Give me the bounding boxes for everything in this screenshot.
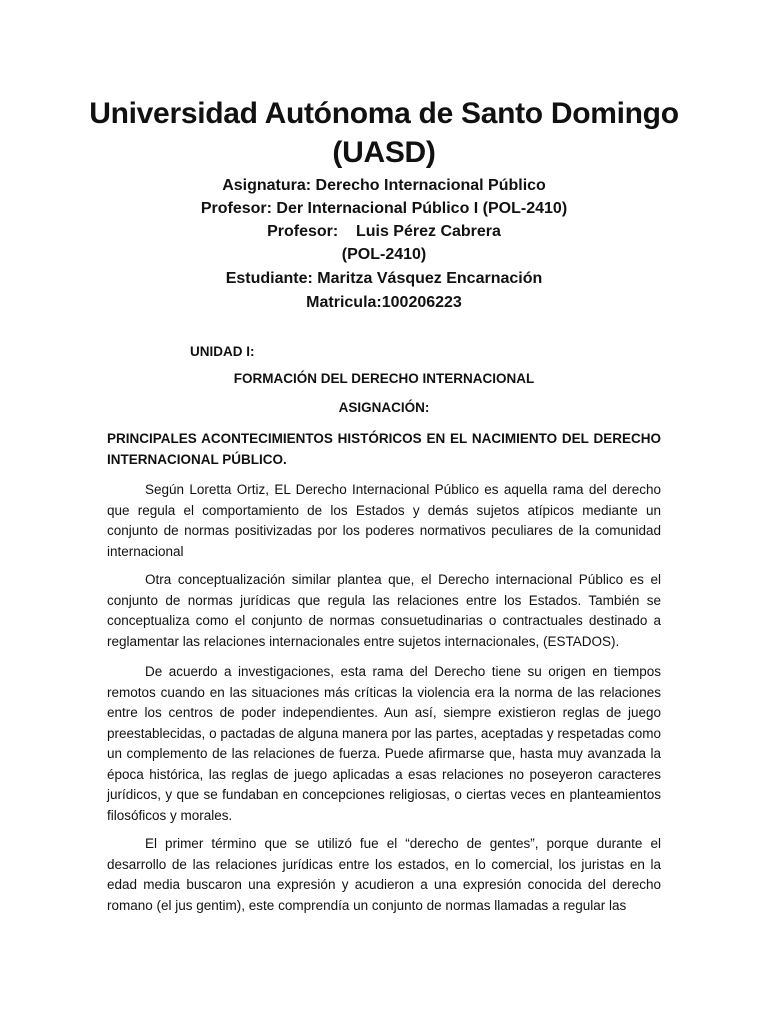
profesor-line-1: Profesor: Der Internacional Público I (POL-2410) [200, 200, 568, 217]
formacion-heading: FORMACIÓN DEL DERECHO INTERNACIONAL [233, 371, 535, 386]
unidad-label: UNIDAD I: [190, 344, 255, 359]
profesor-line-2: Profesor: Luis Pérez Cabrera [267, 223, 501, 240]
paragraph-1: Según Loretta Ortiz, EL Derecho Internacional Público es aquella rama del derecho que regula el comportamiento de los Estados y demás sujetos atípicos mediante un conjunto de normas positivizadas por los poderes normativos peculiares de la comunidad internacional [107, 482, 661, 559]
matricula-line: Matricula:100206223 [306, 294, 462, 311]
asignacion-heading: ASIGNACIÓN: [338, 400, 430, 415]
asignatura-line: Asignatura: Derecho Internacional Público [222, 177, 546, 194]
course-code-line: (POL-2410) [341, 246, 427, 263]
university-title: Universidad Autónoma de Santo Domingo [89, 97, 679, 130]
paragraph-2: Otra conceptualización similar plantea que, el Derecho internacional Público es el conjunto de normas jurídicas que regula las relaciones entre los Estados. También se conceptualiza como el conjunto de normas consuetudinarias o contractuales destinado a reglamentar las relaciones internacionales entre sujetos internacionales, (ESTADOS). [107, 572, 661, 649]
university-acronym: (UASD) [332, 136, 436, 169]
paragraph-4: El primer término que se utilizó fue el “derecho de gentes”, porque durante el desarrollo de las relaciones jurídicas entre los estados, en lo comercial, los juristas en la edad media buscaron una expresión y acudieron a una expresión conocida del derecho romano (el jus gentim), este comprendía un conjunto de normas llamadas a regular las [107, 836, 661, 913]
paragraph-3: De acuerdo a investigaciones, esta rama del Derecho tiene su origen en tiempos remotos cuando en las situaciones más críticas la violencia era la norma de las relaciones entre los centros de poder independientes. Aun así, siempre existieron reglas de juego preestablecidas, o pactadas de alguna manera por las partes, aceptadas y respetadas como un complemento de las relaciones de fuerza. Puede afirmarse que, hasta muy avanzada la época histórica, las reglas de juego aplicadas a esas relaciones no poseyeron caracteres jurídicos, y que se fundaban en concepciones religiosas, o ciertas veces en planteamientos filosóficos y morales. [107, 664, 661, 823]
section-heading: PRINCIPALES ACONTECIMIENTOS HISTÓRICOS EN EL NACIMIENTO DEL DERECHO INTERNACIONAL PÚBLICO. [107, 431, 661, 467]
estudiante-line: Estudiante: Maritza Vásquez Encarnación [225, 270, 543, 287]
